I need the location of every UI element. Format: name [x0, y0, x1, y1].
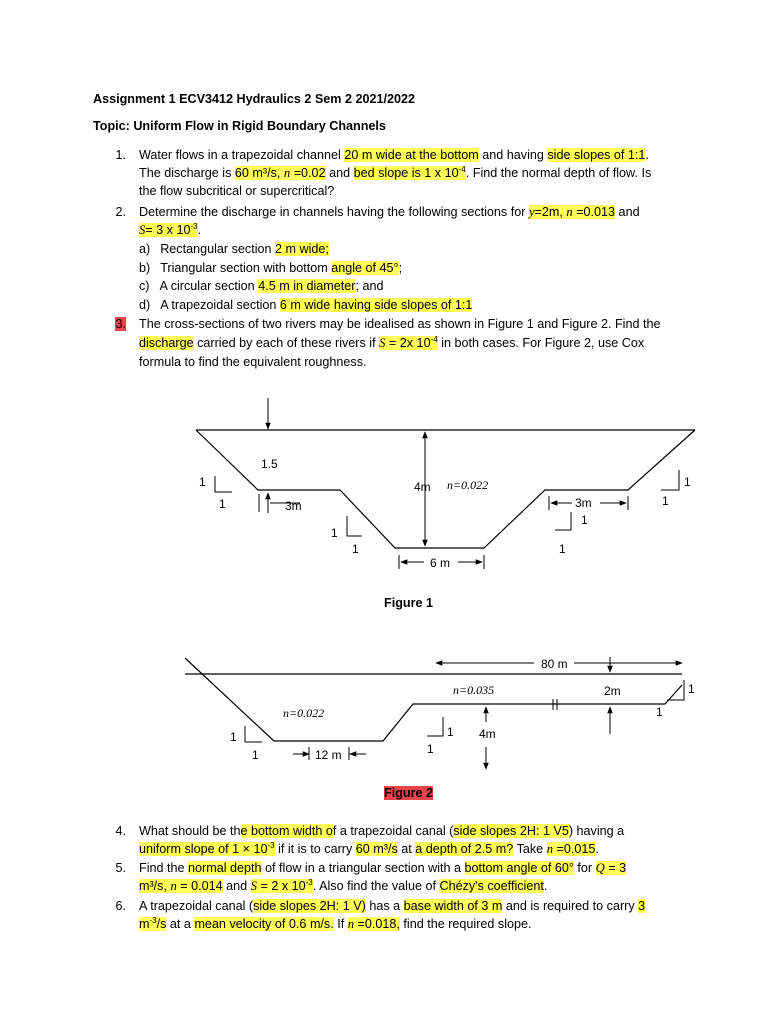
depth-label: 4m — [414, 480, 431, 494]
q1-line3: the flow subcritical or supercritical? — [139, 184, 335, 198]
q4-line1: What should be the bottom width of a trapezoidal canal (side slopes 2H: 1 V5) having a — [139, 824, 625, 838]
svg-text:1: 1 — [219, 497, 226, 511]
manning-n-main-label: n=0.035 — [453, 683, 495, 697]
manning-n-floodplain-label: n=0.022 — [283, 706, 325, 720]
svg-text:1: 1 — [199, 475, 206, 489]
q5-line2: m³/s, n = 0.014 and S = 2 x $10^{-3}$. Also find the value of Chézy's coefficient. — [139, 878, 548, 893]
q1-line2: The discharge is 60 m³/s, n =0.02 and bed slope is 1 x $10^{-4}$. Find the normal depth of flow. Is — [139, 165, 652, 180]
figure-1-caption: Figure 1 — [384, 596, 433, 610]
q4-number: 4. — [115, 824, 126, 838]
left-berm-label: 3m — [285, 499, 302, 513]
svg-text:1: 1 — [352, 542, 359, 556]
svg-text:1: 1 — [331, 526, 338, 540]
q5-line1: Find the normal depth of flow in a triangular section with a bottom angle of 60° for Q = 3 — [139, 861, 627, 875]
q4-line2: uniform slope of $1 \times 10^{-3}$ if it is to carry 60 m³/s at a depth of 2.5 m? Take n =0.015. — [139, 841, 599, 856]
bottom-width-label-2: 12 m — [315, 748, 342, 762]
q2-item-c: c) A circular section 4.5 m in diameter; and — [139, 279, 384, 293]
manning-n-label: n=0.022 — [447, 478, 489, 492]
figure-2-caption: Figure 2 — [384, 786, 433, 800]
q5-number: 5. — [115, 861, 126, 875]
q3-line1: The cross-sections of two rivers may be idealised as shown in Figure 1 and Figure 2. Find the — [139, 317, 661, 331]
q1-number: 1. — [115, 148, 126, 162]
q2-item-b: b) Triangular section with bottom angle of 45°; — [139, 261, 403, 275]
q6-number: 6. — [115, 899, 126, 913]
svg-text:1: 1 — [230, 730, 237, 744]
svg-text:1: 1 — [427, 742, 434, 756]
q3-line2: discharge carried by each of these rivers if S = 2x $10^{-4}$ in both cases. For Figure 2, use Cox — [139, 335, 645, 350]
side-slope-label: 1.5 — [261, 457, 278, 471]
q1-line1: Water flows in a trapezoidal channel 20 m wide at the bottom and having side slopes of 1:1. — [139, 148, 649, 162]
svg-text:1: 1 — [688, 682, 695, 696]
q6-line2: $m^{-3}/s$ at a mean velocity of 0.6 m/s. If n =0.018, find the required slope. — [139, 916, 532, 931]
top-width-label: 80 m — [541, 657, 568, 671]
document-title: Assignment 1 ECV3412 Hydraulics 2 Sem 2 2021/2022 — [93, 92, 416, 106]
q6-line1: A trapezoidal canal (side slopes 2H: 1 V) has a base width of 3 m and is required to carry 3 — [139, 899, 646, 913]
q2-item-d: d) A trapezoidal section 6 m wide having side slopes of 1:1 — [139, 298, 473, 312]
svg-text:1: 1 — [662, 494, 669, 508]
lower-depth-label: 4m — [479, 727, 496, 741]
topic-line: Topic: Uniform Flow in Rigid Boundary Channels — [93, 119, 386, 133]
svg-text:1: 1 — [656, 705, 663, 719]
q2-number: 2. — [115, 205, 126, 219]
svg-text:1: 1 — [559, 542, 566, 556]
upper-depth-label: 2m — [604, 684, 621, 698]
right-berm-label: 3m — [575, 496, 592, 510]
bottom-width-label: 6 m — [430, 556, 451, 570]
svg-text:1: 1 — [447, 725, 454, 739]
q2-line1: Determine the discharge in channels having the following sections for y=2m, n =0.013 and — [139, 205, 640, 219]
river-section-outline — [185, 658, 682, 741]
q3-number: 3. — [115, 317, 126, 331]
q2-line2: S= 3 x $10^{-3}$. — [139, 222, 202, 237]
svg-text:1: 1 — [581, 513, 588, 527]
svg-text:1: 1 — [684, 475, 691, 489]
q2-item-a: a) Rectangular section 2 m wide; — [139, 242, 329, 256]
q3-line3: formula to find the equivalent roughness. — [139, 355, 367, 369]
svg-text:1: 1 — [252, 748, 259, 762]
